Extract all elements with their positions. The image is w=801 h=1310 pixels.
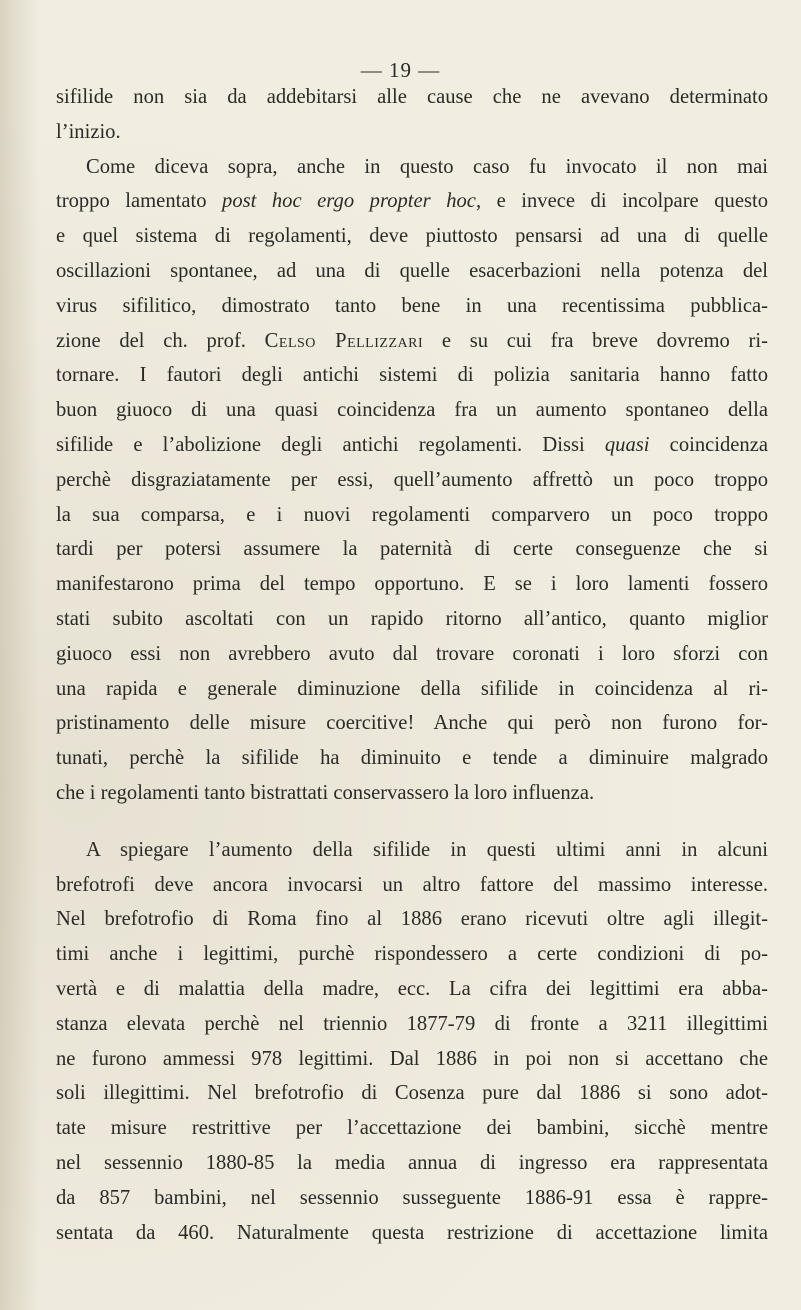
text-line: giuoco essi non avrebbero avuto dal trovare coronati i loro sforzi con [56,642,768,665]
text-line: e quel sistema di regolamenti, deve piuttosto pensarsi ad una di quelle [56,225,768,248]
text-line [56,184,768,219]
text-line: oscillazioni spontanee, ad una di quelle esacerbazioni nella potenza del [56,259,768,282]
text-line: buon giuoco di una quasi coincidenza fra un aumento spontaneo della [56,399,768,422]
text-fragment: sifilide e l’abolizione degli antichi regolamenti. Dissi [56,433,605,456]
text-line [56,324,768,359]
text-line: l’inizio. [56,120,121,143]
text-line: la sua comparsa, e i nuovi regolamenti comparvero un poco troppo [56,503,768,526]
text-fragment: coincidenza [649,433,769,456]
text-fragment: , e invece di incolpare questo [475,190,768,213]
text-line: che i regolamenti tanto bistrattati conservassero la loro influenza. [56,781,595,804]
text-line: tunati, perchè la sifilide ha diminuito e tende a diminuire malgrado [56,747,768,770]
text-fragment: zione del ch. prof. [56,329,265,352]
paragraph-2 [56,150,768,811]
text-line: Come diceva sopra, anche in questo caso fu invocato il non mai [86,155,768,178]
text-line: pristinamento delle misure coercitive! Anche qui però non furono for- [56,712,768,735]
text-line: una rapida e generale diminuzione della sifilide in coincidenza al ri- [56,677,768,700]
text-line: timi anche i legittimi, purchè rispondessero a certe condizioni di po- [56,943,768,966]
text-fragment: e su cui fra breve dovremo ri- [423,329,768,352]
text-line: stati subito ascoltati con un rapido ritorno all’antico, quanto miglior [56,607,768,630]
text-line [56,428,768,463]
text-fragment: troppo lamentato [56,190,223,213]
text-line: perchè disgraziatamente per essi, quell’aumento affrettò un poco troppo [56,468,768,491]
page-number: — 19 — [360,58,441,82]
text-line: tate misure restrittive per l’accettazione dei bambini, sicchè mentre [56,1117,768,1140]
paragraph-1 [56,80,768,150]
text-line: sentata da 460. Naturalmente questa restrizione di accettazione limita [56,1221,768,1244]
text-line: brefotrofi deve ancora invocarsi un altro fattore del massimo interesse. [56,873,768,896]
text-line: Nel brefotrofio di Roma fino al 1886 erano ricevuti oltre agli illegit- [56,908,768,931]
text-line: virus sifilitico, dimostrato tanto bene in una recentissima pubblica- [56,294,768,317]
text-line: ne furono ammessi 978 legittimi. Dal 1886 in poi non si accettano che [56,1047,768,1070]
text-line: nel sessennio 1880-85 la media annua di ingresso era rappresentata [56,1151,768,1174]
text-line: tornare. I fautori degli antichi sistemi di polizia sanitaria hanno fatto [56,364,768,387]
text-line: sifilide non sia da addebitarsi alle cause che ne avevano determinato [56,86,768,108]
text-line: manifestarono prima del tempo opportuno. E se i loro lamenti fossero [56,573,768,596]
emphasis-word: quasi [604,433,650,456]
body-text [56,80,768,1250]
text-line: da 857 bambini, nel sessennio susseguente 1886-91 essa è rappre- [56,1186,768,1209]
paragraph-3 [56,833,768,1251]
text-line: vertà e di malattia della madre, ecc. La cifra dei legittimi era abba- [56,977,768,1000]
text-line: stanza elevata perchè nel triennio 1877-79 di fronte a 3211 illegittimi [56,1012,768,1035]
text-line: tardi per potersi assumere la paternità di certe conseguenze che si [56,538,768,561]
text-line: soli illegittimi. Nel brefotrofio di Cosenza pure dal 1886 si sono adot- [56,1082,768,1105]
paragraph-gap [56,811,768,833]
latin-phrase: post hoc ergo propter hoc [222,190,476,213]
text-line: A spiegare l’aumento della sifilide in questi ultimi anni in alcuni [86,838,768,861]
author-name: Celso Pellizzari [264,329,424,352]
